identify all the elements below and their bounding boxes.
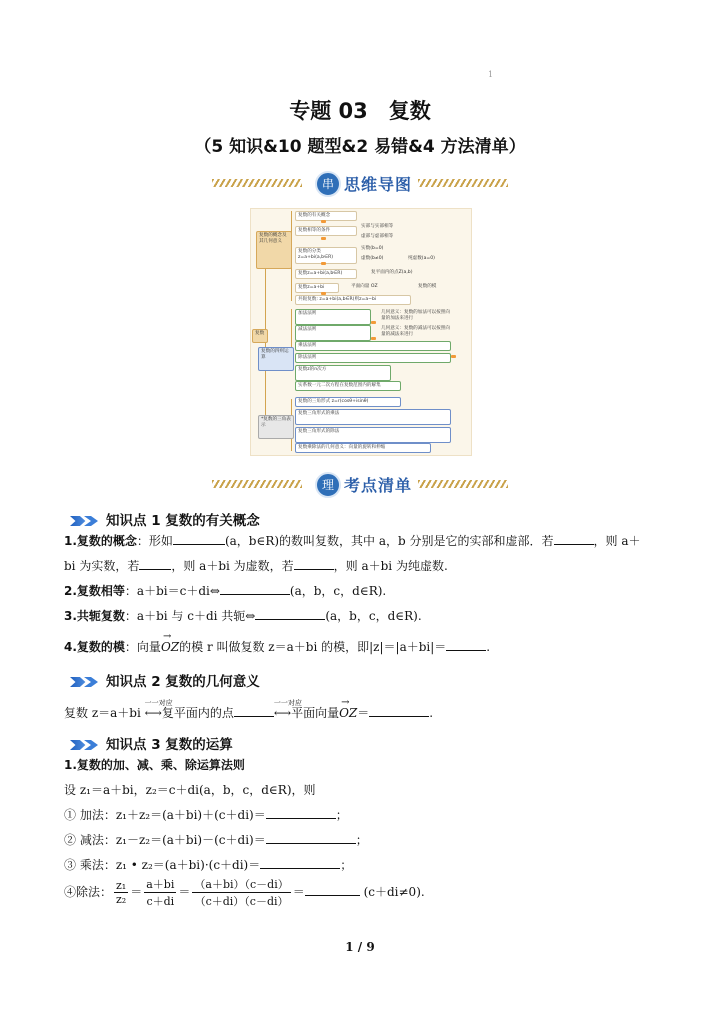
mindmap-node: 复数的有关概念 (295, 211, 357, 221)
vector-arrow-icon: → (162, 631, 172, 642)
k1-line-4 (64, 631, 491, 655)
mindmap-node: 乘法法则 (295, 341, 451, 351)
mindmap-side-node: 几何意义：复数的加法可以按照向量的加法来进行 (381, 310, 450, 321)
mindmap-node: 实系数一元二次方程在复数范围内的解集 (295, 381, 401, 391)
section-heading-k3 (70, 733, 233, 753)
term: 4.复数的模 (64, 640, 125, 654)
heading-text: 知识点 1 复数的有关概念 (106, 513, 260, 529)
text: 复数 z＝a＋bi (64, 706, 145, 720)
text: ① 加法：z₁＋z₂＝(a＋bi)＋(c＋di)＝ (64, 808, 266, 822)
term: 1.复数的加、减、乘、除运算法则 (64, 758, 245, 772)
k1-line-3 (64, 607, 422, 624)
mindmap-node: 复数的分类 z=a+bi(a,b∈R) (295, 247, 357, 264)
text: ； (335, 808, 348, 822)
page-number: 1 / 9 (345, 940, 375, 954)
answer-blank[interactable] (305, 883, 360, 896)
correspondence-arrow (273, 699, 302, 720)
checklist-banner (212, 472, 508, 498)
vector-label: OZ (160, 640, 180, 654)
mindmap-tag-icon (451, 355, 456, 358)
page-title: 专题 03 复数 (289, 99, 431, 123)
fraction (144, 876, 176, 909)
mindmap-badge-icon: 串 (315, 171, 341, 197)
text: ：a＋bi 与 c＋di 共轭⇔ (124, 609, 256, 623)
answer-blank[interactable] (173, 532, 225, 545)
numerator: z₁ (116, 879, 127, 892)
denominator: c＋di (146, 895, 175, 908)
mindmap-node: 加法法则 (295, 309, 371, 325)
answer-blank[interactable] (294, 557, 334, 570)
mindmap-side-node: 实部与实部相等 (361, 224, 394, 229)
mindmap-side-node: 复平面内的点Z(a,b) (371, 270, 413, 275)
denominator: （c＋di）（c－di） (194, 895, 289, 908)
answer-blank[interactable] (260, 856, 340, 869)
answer-blank[interactable] (446, 638, 486, 651)
mindmap-side-node: 实数(b=0) (361, 246, 384, 251)
k1-line-1 (64, 532, 641, 549)
denominator: z₂ (116, 893, 127, 906)
text: . (486, 640, 491, 654)
mindmap-side-node: 虚数(b≠0) (361, 256, 384, 261)
text: ，则 a＋bi 为纯虚数. (333, 559, 448, 573)
mindmap-node: 复数相等的条件 (295, 226, 357, 236)
numerator: （a＋bi）（c－di） (194, 878, 289, 891)
answer-blank[interactable] (266, 806, 336, 819)
text: (a，b，c，d∈R). (289, 584, 387, 598)
mind-map-figure (250, 208, 472, 456)
mindmap-side-node: 几何意义：复数的减法可以按照向量的减法来进行 (381, 326, 450, 337)
section-heading-k2 (70, 670, 260, 690)
vector-label: OZ (339, 706, 358, 720)
text: ④除法： (64, 885, 113, 899)
mindmap-banner-label: 思维导图 (344, 175, 413, 194)
k3-add (64, 806, 348, 823)
text: ，则 a＋ (593, 534, 641, 548)
mindmap-side-node: 复数的模 (418, 284, 437, 289)
vector-arrow-icon: → (341, 697, 350, 708)
text: ② 减法：z₁－z₂＝(a＋bi)－(c＋di)＝ (64, 833, 266, 847)
text: (a，b，c，d∈R). (325, 609, 422, 623)
mindmap-branch-operations: 复数的四则运算 (258, 347, 294, 371)
double-arrow-icon (84, 740, 98, 750)
vector-oz (160, 631, 180, 654)
checklist-badge-icon: 理 (315, 472, 341, 498)
text: (c＋di≠0). (363, 885, 425, 899)
text: ； (355, 833, 368, 847)
mindmap-node: 复数z=a+bi(a,b∈R) (295, 269, 357, 279)
k3-div: ④除法： $\frac{\text{z₁}}{\text{z₂}}$ ＝ $\frac{a+bi}{c+di}$ ＝ $\frac{(a+bi)(c-di)}{(c+di)(c-di)}$ ＝ (c＋di≠0). (64, 878, 425, 908)
banner-stripe (212, 179, 302, 187)
k2-line (64, 697, 434, 721)
term: 2.复数相等 (64, 584, 125, 598)
k3-subheading (64, 756, 245, 773)
answer-blank[interactable] (255, 607, 325, 620)
mindmap-node: 复数三角形式的乘法 (295, 409, 451, 425)
answer-blank[interactable] (234, 704, 274, 717)
double-arrow-icon: ⟷ (273, 706, 292, 720)
term: 3.共轭复数 (64, 609, 125, 623)
text: ③ 乘法：z₁ • z₂＝(a＋bi)·(c＋di)＝ (64, 858, 261, 872)
heading-text: 知识点 3 复数的运算 (106, 737, 233, 753)
text: ：形如 (136, 534, 173, 548)
mindmap-node: 复数乘除法的几何意义：向量的旋转和伸缩 (295, 443, 431, 453)
answer-blank[interactable] (266, 831, 356, 844)
mindmap-node: 共轭复数: z=a+bi(a,b∈R)则z=a−bi (295, 295, 411, 305)
mindmap-tag-icon (371, 321, 376, 324)
k3-mul (64, 856, 352, 873)
mindmap-tag-icon (321, 262, 326, 265)
text: ：向量 (124, 640, 161, 654)
answer-blank[interactable] (139, 557, 171, 570)
mindmap-root: 复数 (252, 329, 268, 343)
checklist-banner-label: 考点清单 (344, 476, 413, 495)
numerator: a＋bi (146, 878, 175, 891)
fraction (114, 879, 128, 906)
double-arrow-icon: ⟷ (144, 706, 162, 720)
text: ：a＋bi＝c＋di⇔ (124, 584, 220, 598)
double-arrow-icon (84, 516, 98, 526)
vector-oz (339, 697, 358, 720)
text: ； (340, 858, 353, 872)
banner-stripe (418, 480, 508, 488)
arrow-label: 一一对应 (144, 699, 173, 707)
text: . (429, 706, 434, 720)
arrow-label: 一一对应 (273, 699, 302, 707)
mindmap-node: 复数z的n次方 (295, 365, 391, 381)
banner-stripe (418, 179, 508, 187)
fraction (192, 876, 290, 909)
text: 复平面内的点 (161, 706, 234, 720)
mindmap-node: 复数z=a+bi (295, 283, 339, 293)
text: 的模 r 叫做复数 z＝a＋bi 的模，即|z|＝|a＋bi|＝ (179, 640, 447, 654)
k1-line-2 (64, 582, 386, 599)
k3-setup (64, 781, 316, 798)
mindmap-node: 除法法则 (295, 353, 451, 363)
mindmap-side-node: 纯虚数(a=0) (408, 256, 435, 261)
text: (a，b∈R)的数叫复数，其中 a，b 分别是它的实部和虚部．若 (224, 534, 554, 548)
text: bi 为实数，若 (64, 559, 140, 573)
section-heading-k1 (70, 509, 260, 529)
banner-stripe (212, 480, 302, 488)
answer-blank[interactable] (220, 582, 290, 595)
header-mark: 1 (488, 70, 494, 79)
k3-sub (64, 831, 368, 848)
text: ，则 a＋bi 为虚数，若 (171, 559, 294, 573)
mindmap-tag-icon (321, 220, 326, 223)
mindmap-node: 复数的三角形式 z=r(cosθ+isinθ) (295, 397, 401, 407)
mindmap-tag-icon (321, 292, 326, 295)
answer-blank[interactable] (369, 704, 429, 717)
term: 1.复数的概念 (64, 534, 137, 548)
text: 设 z₁＝a＋bi，z₂＝c＋di(a，b，c，d∈R)，则 (64, 783, 316, 797)
mindmap-banner (212, 171, 508, 197)
mindmap-node: 减法法则 (295, 325, 371, 341)
k1-line-1-cont (64, 557, 448, 574)
text: 平面向量 (291, 706, 340, 720)
mindmap-side-node: 平面向量 OZ (351, 284, 378, 289)
correspondence-arrow (144, 699, 173, 720)
mindmap-node: 复数三角形式的除法 (295, 427, 451, 443)
double-arrow-icon (84, 677, 98, 687)
text: ＝ (357, 706, 370, 720)
mindmap-side-node: 虚部与虚部相等 (361, 234, 394, 239)
page-subtitle: （5 知识&10 题型&2 易错&4 方法清单） (194, 137, 526, 157)
mindmap-branch-trig: *复数的三角表示 (258, 415, 294, 439)
answer-blank[interactable] (554, 532, 594, 545)
mindmap-branch-concept: 复数的概念及其几何意义 (256, 231, 292, 269)
mindmap-tag-icon (371, 337, 376, 340)
mindmap-tag-icon (321, 237, 326, 240)
heading-text: 知识点 2 复数的几何意义 (106, 674, 260, 690)
